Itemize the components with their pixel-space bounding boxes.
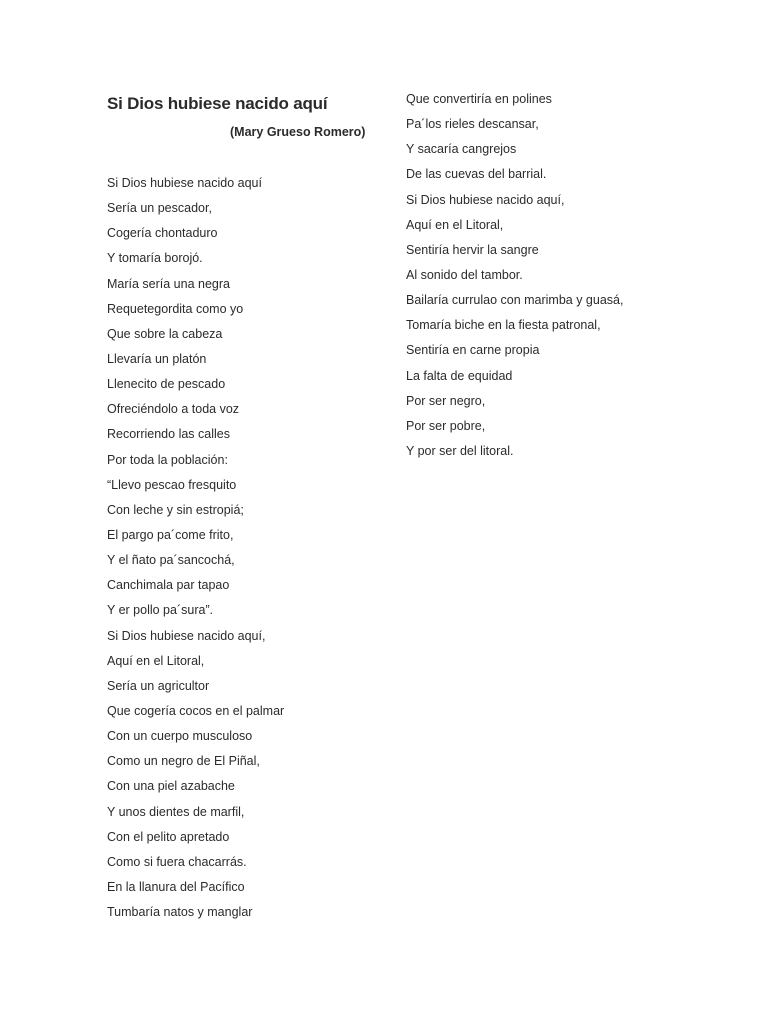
poem-line: “Llevo pescao fresquito	[107, 477, 237, 492]
poem-line: Sentiría hervir la sangre	[406, 242, 539, 257]
poem-line: Por ser pobre,	[406, 418, 486, 433]
poem-line: Sentiría en carne propia	[406, 343, 540, 358]
poem-line: Cogería chontaduro	[107, 226, 218, 241]
poem-line: Sería un pescador,	[107, 201, 212, 216]
poem-line: Y sacaría cangrejos	[406, 142, 517, 157]
poem-line: Requetegordita como yo	[107, 301, 244, 316]
poem-line: Si Dios hubiese nacido aquí,	[406, 192, 565, 207]
poem-line: Aquí en el Litoral,	[107, 653, 205, 668]
poem-line: Ofreciéndolo a toda voz	[107, 402, 240, 417]
poem-line: Con un cuerpo musculoso	[107, 729, 253, 744]
poem-line: Pa´los rieles descansar,	[406, 117, 539, 132]
poem-line: Al sonido del tambor.	[406, 267, 523, 282]
poem-line: Y er pollo pa´sura”.	[107, 603, 214, 618]
poem-line: Si Dios hubiese nacido aquí,	[107, 628, 266, 643]
poem-line: Tumbaría natos y manglar	[107, 905, 253, 920]
poem-line: Con una piel azabache	[107, 779, 235, 794]
poem-line: Si Dios hubiese nacido aquí	[107, 176, 262, 190]
poem-line: Por ser negro,	[406, 393, 486, 408]
poem-line: Llenecito de pescado	[107, 377, 226, 392]
poem-line: Que sobre la cabeza	[107, 326, 223, 341]
poem-line: La falta de equidad	[406, 368, 513, 383]
poem-line: Como un negro de El Piñal,	[107, 754, 260, 769]
poem-line: Recorriendo las calles	[107, 427, 230, 442]
poem-line: Con leche y sin estropiá;	[107, 502, 244, 517]
poem-line: María sería una negra	[107, 276, 230, 291]
poem-line: Llevaría un platón	[107, 351, 207, 366]
poem-column-right	[406, 87, 623, 464]
poem-title: Si Dios hubiese nacido aquí	[107, 94, 328, 113]
poem-line: Y unos dientes de marfil,	[107, 804, 245, 819]
poem-line: Y el ñato pa´sancochá,	[107, 553, 235, 568]
poem-line: Bailaría currulao con marimba y guasá,	[406, 293, 624, 308]
poem-line: Que cogería cocos en el palmar	[107, 703, 285, 718]
poem-author: (Mary Grueso Romero)	[230, 125, 366, 139]
poem-line: Como si fuera chacarrás.	[107, 854, 247, 869]
poem-line: Que convertiría en polines	[406, 92, 552, 106]
poem-line: De las cuevas del barrial.	[406, 167, 547, 182]
poem-line: Sería un agricultor	[107, 678, 210, 693]
poem-line: Tomaría biche en la fiesta patronal,	[406, 318, 601, 333]
poem-line: En la llanura del Pacífico	[107, 879, 245, 894]
poem-column-left	[107, 171, 284, 925]
poem-line: El pargo pa´come frito,	[107, 527, 234, 542]
poem-line: Y por ser del litoral.	[406, 443, 514, 458]
poem-line: Con el pelito apretado	[107, 829, 230, 844]
poem-line: Y tomaría borojó.	[107, 251, 203, 266]
poem-line: Aquí en el Litoral,	[406, 217, 504, 232]
poem-line: Por toda la población:	[107, 452, 228, 467]
poem-line: Canchimala par tapao	[107, 578, 230, 593]
